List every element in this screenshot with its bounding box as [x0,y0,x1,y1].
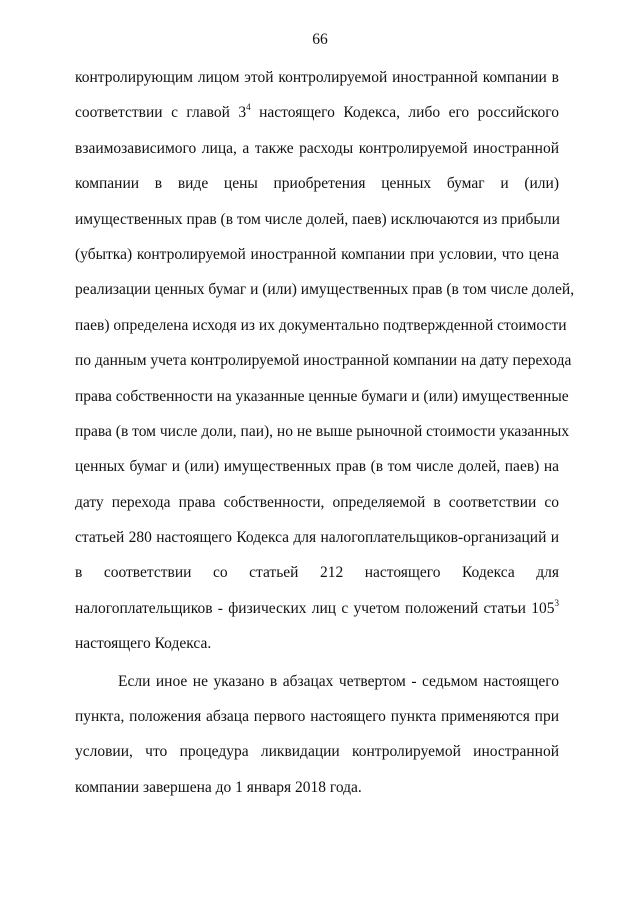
paragraph-2 [75,664,559,806]
text-line: условии, что процедура ликвидации контролируемой иностранной [75,743,559,761]
text-line: статьей 280 настоящего Кодекса для налогоплательщиков-организаций и [75,529,559,547]
text-line: имущественных прав (в том числе долей, паев) исключаются из прибыли [75,210,560,228]
text-line: компании в виде цены приобретения ценных бумаг и (или) [75,175,559,193]
body-text [75,60,575,805]
text-line: соответствии с главой $3^4$ настоящего Кодекса, либо его российского [75,102,560,122]
text-line: пункта, положения абзаца первого настоящего пункта применяются при [75,708,559,726]
text-line: компании завершена до 1 января 2018 года. [75,778,362,796]
text-line: настоящего Кодекса. [75,635,212,653]
text-line: Если иное не указано в абзацах четвертом - седьмом настоящего [118,672,559,690]
text-line: взаимозависимого лица, а также расходы контролируемой иностранной [75,139,559,157]
text-line: паев) определена исходя из их документально подтвержденной стоимости [75,316,567,334]
text-line: налогоплательщиков - физических лиц с учетом положений статьи $105^3$ [75,597,559,617]
page-number: 66 [312,31,328,48]
text-line: реализации ценных бумаг и (или) имущественных прав (в том числе долей, [75,281,575,299]
paragraph-1 [75,60,575,662]
text-line: права (в том числе доли, паи), но не выше рыночной стоимости указанных [75,422,570,440]
text-line: ценных бумаг и (или) имущественных прав (в том числе долей, паев) на [75,458,559,476]
text-line: дату перехода права собственности, определяемой в соответствии со [75,493,559,511]
text-line: (убытка) контролируемой иностранной компании при условии, что цена [75,245,559,263]
text-line: контролирующим лицом этой контролируемой иностранной компании в [75,69,559,86]
text-line: в соответствии со статьей 212 настоящего Кодекса для [75,564,559,582]
text-line: по данным учета контролируемой иностранной компании на дату перехода [75,352,572,370]
article-superscript: 3 [554,597,559,608]
text-line: права собственности на указанные ценные бумаги и (или) имущественные [75,387,569,405]
chapter-superscript: 4 [246,102,251,113]
